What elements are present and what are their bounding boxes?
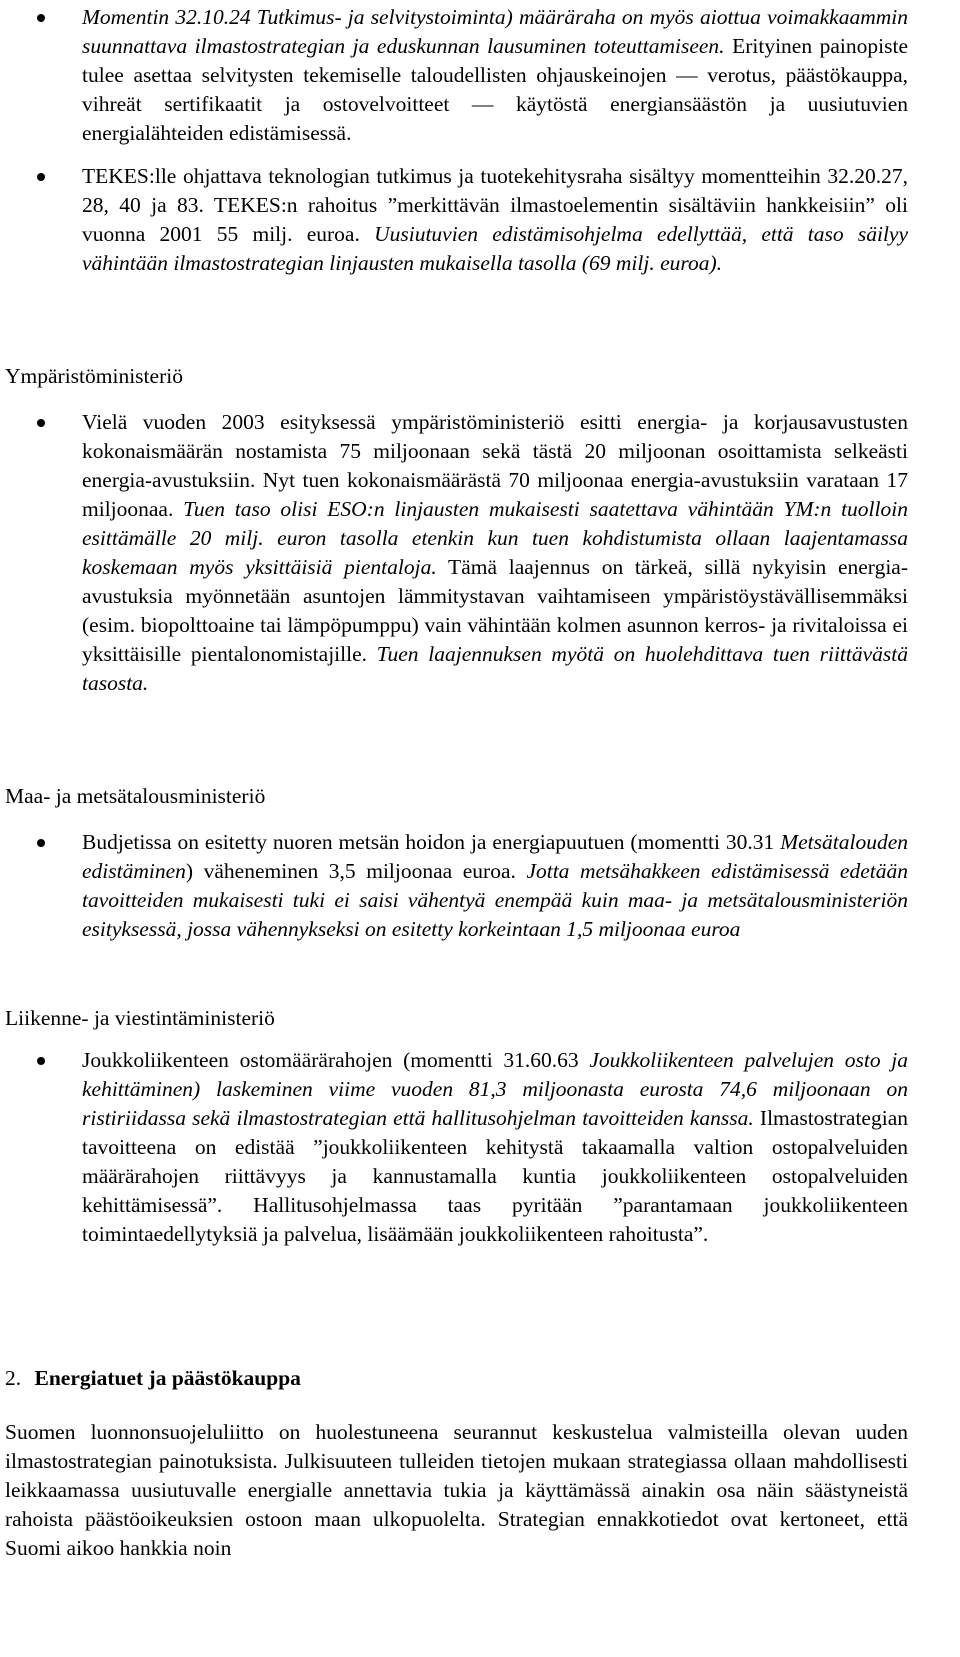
section-heading-ymparisto: Ympäristöministeriö	[5, 364, 183, 388]
section-title-2	[0, 1364, 301, 1393]
italic-text: Metsätalouden edistäminen	[82, 830, 908, 883]
bullet-list-liikenne	[0, 1046, 960, 1249]
section-heading-maa: Maa- ja metsätalousministeriö	[5, 784, 266, 808]
italic-text: Tuen taso olisi ESO:n linjausten mukaisesti saatettava vähintään YM:n tuolloin esittämälle 20 milj. euron tasolla etenkin kun tuen kohdistumista ollaan laajentamassa koskemaan myös yksittäisiä pientaloja.	[82, 497, 908, 579]
italic-text: Tuen laajennuksen myötä on huolehdittava tuen riittävästä tasosta.	[82, 642, 909, 695]
text-run: Ilmastostrategian tavoitteena on edistää ”joukkoliikenteen kehitystä takaamalla valtion ostopalveluiden määrärahojen riittävyys ja kannustamalla kuntia joukkoliikenteen ostopalveluiden kehittämisessä”. Hallitusohjelmassa taas pyritään ”parantamaan joukkoliikenteen toimintaedellytyksiä ja palvelua, lisäämään joukkoliikenteen rahoitusta”.	[82, 1106, 908, 1246]
bullet-list-ymparisto	[0, 408, 960, 698]
list-item	[0, 828, 960, 944]
text-run: Tämä laajennus on tärkeä, sillä nykyisin energia-avustuksia myönnetään asuntojen lämmitystavan vaihtamiseen ympäristöystävällisemmäksi (esim. biopolttoaine tai lämpöpumppu) vain vähintään kolmen asunnon kerros- ja rivitaloissa ei yksittäisille pientalonomistajille.	[82, 555, 908, 666]
bullet-icon	[37, 173, 45, 181]
italic-text: Momentin 32.10.24 Tutkimus- ja selvitystoiminta) määräraha on myös aiottua voimakkaammin suunnattava ilmastostrategian ja eduskunnan lausuminen toteuttamiseen.	[82, 5, 908, 58]
rich-text	[82, 410, 908, 695]
rich-text	[82, 1048, 908, 1246]
section-2-paragraph: Suomen luonnonsuojeluliitto on huolestuneena seurannut keskustelua valmisteilla olevan uuden ilmastostrategian painotuksista. Julkisuuteen tulleiden tietojen mukaan strategiassa ollaan mahdollisesti leikkaamassa uusiutuvalle energialle annettavia tukia ja käyttämässä ainakin osa näin säästyneistä rahoista päästöoikeuksien ostoon maan ulkopuolelta. Strategian ennakkotiedot ovat kertoneet, että Suomi aikoo hankkia noin	[5, 1420, 908, 1560]
italic-text: Joukkoliikenteen palvelujen osto ja kehittäminen) laskeminen viime vuoden 81,3 miljoonasta eurosta 74,6 miljoonaan on ristiriidassa sekä ilmastostrategian että hallitusohjelman tavoitteiden kanssa.	[82, 1048, 909, 1130]
text-run: TEKES:lle ohjattava teknologian tutkimus ja tuotekehitysraha sisältyy momentteihin 32.20.27, 28, 40 ja 83. TEKES:n rahoitus ”merkittävän ilmastoelementin sisältäviin hankkeisiin” oli vuonna 2001 55 milj. euroa.	[82, 164, 908, 246]
text-run: Budjetissa on esitetty nuoren metsän hoidon ja energiapuutuen (momentti 30.31	[82, 830, 781, 854]
bullet-icon	[37, 419, 45, 427]
text-run: Joukkoliikenteen ostomäärärahojen (momentti 31.60.63	[82, 1048, 590, 1072]
section-number: 2.	[5, 1366, 22, 1390]
bullet-list-1	[0, 3, 960, 278]
rich-text	[82, 164, 908, 275]
list-item	[0, 3, 960, 148]
text-run: ) väheneminen 3,5 miljoonaa euroa.	[185, 859, 527, 883]
section-title-text: Energiatuet ja päästökauppa	[34, 1366, 301, 1390]
list-item	[0, 162, 960, 278]
rich-text	[82, 5, 908, 145]
italic-text: Uusiutuvien edistämisohjelma edellyttää, että taso säilyy vähintään ilmastostrategian linjausten mukaisella tasolla (69 milj. euroa).	[82, 222, 909, 275]
bullet-list-maa	[0, 828, 960, 944]
list-item	[0, 408, 960, 698]
text-run: Vielä vuoden 2003 esityksessä ympäristöministeriö esitti energia- ja korjausavustusten kokonaismäärän nostamista 75 miljoonaan sekä tästä 20 miljoonan osoittamista selkeästi energia-avustuksiin. Nyt tuen kokonaismäärästä 70 miljoonaa energia-avustuksiin varataan 17 miljoonaa.	[82, 410, 908, 521]
italic-text: Jotta metsähakkeen edistämisessä edetään tavoitteiden mukaisesti tuki ei saisi vähentyä enempää kuin maa- ja metsätalousministeriön esityksessä, jossa vähennykseksi on esitetty korkeintaan 1,5 miljoonaa euroa	[82, 859, 908, 941]
bullet-icon	[37, 839, 45, 847]
text-run: Erityinen painopiste tulee asettaa selvitysten tekemiselle taloudellisten ohjauskeinojen — verotus, päästökauppa, vihreät sertifikaatit ja ostovelvoitteet — käytöstä energiansäästön ja uusiutuvien energialähteiden edistämisessä.	[82, 34, 908, 145]
rich-text	[82, 830, 908, 941]
bullet-icon	[37, 14, 45, 22]
list-item	[0, 1046, 960, 1249]
bullet-icon	[37, 1057, 45, 1065]
section-heading-liikenne: Liikenne- ja viestintäministeriö	[5, 1006, 275, 1030]
